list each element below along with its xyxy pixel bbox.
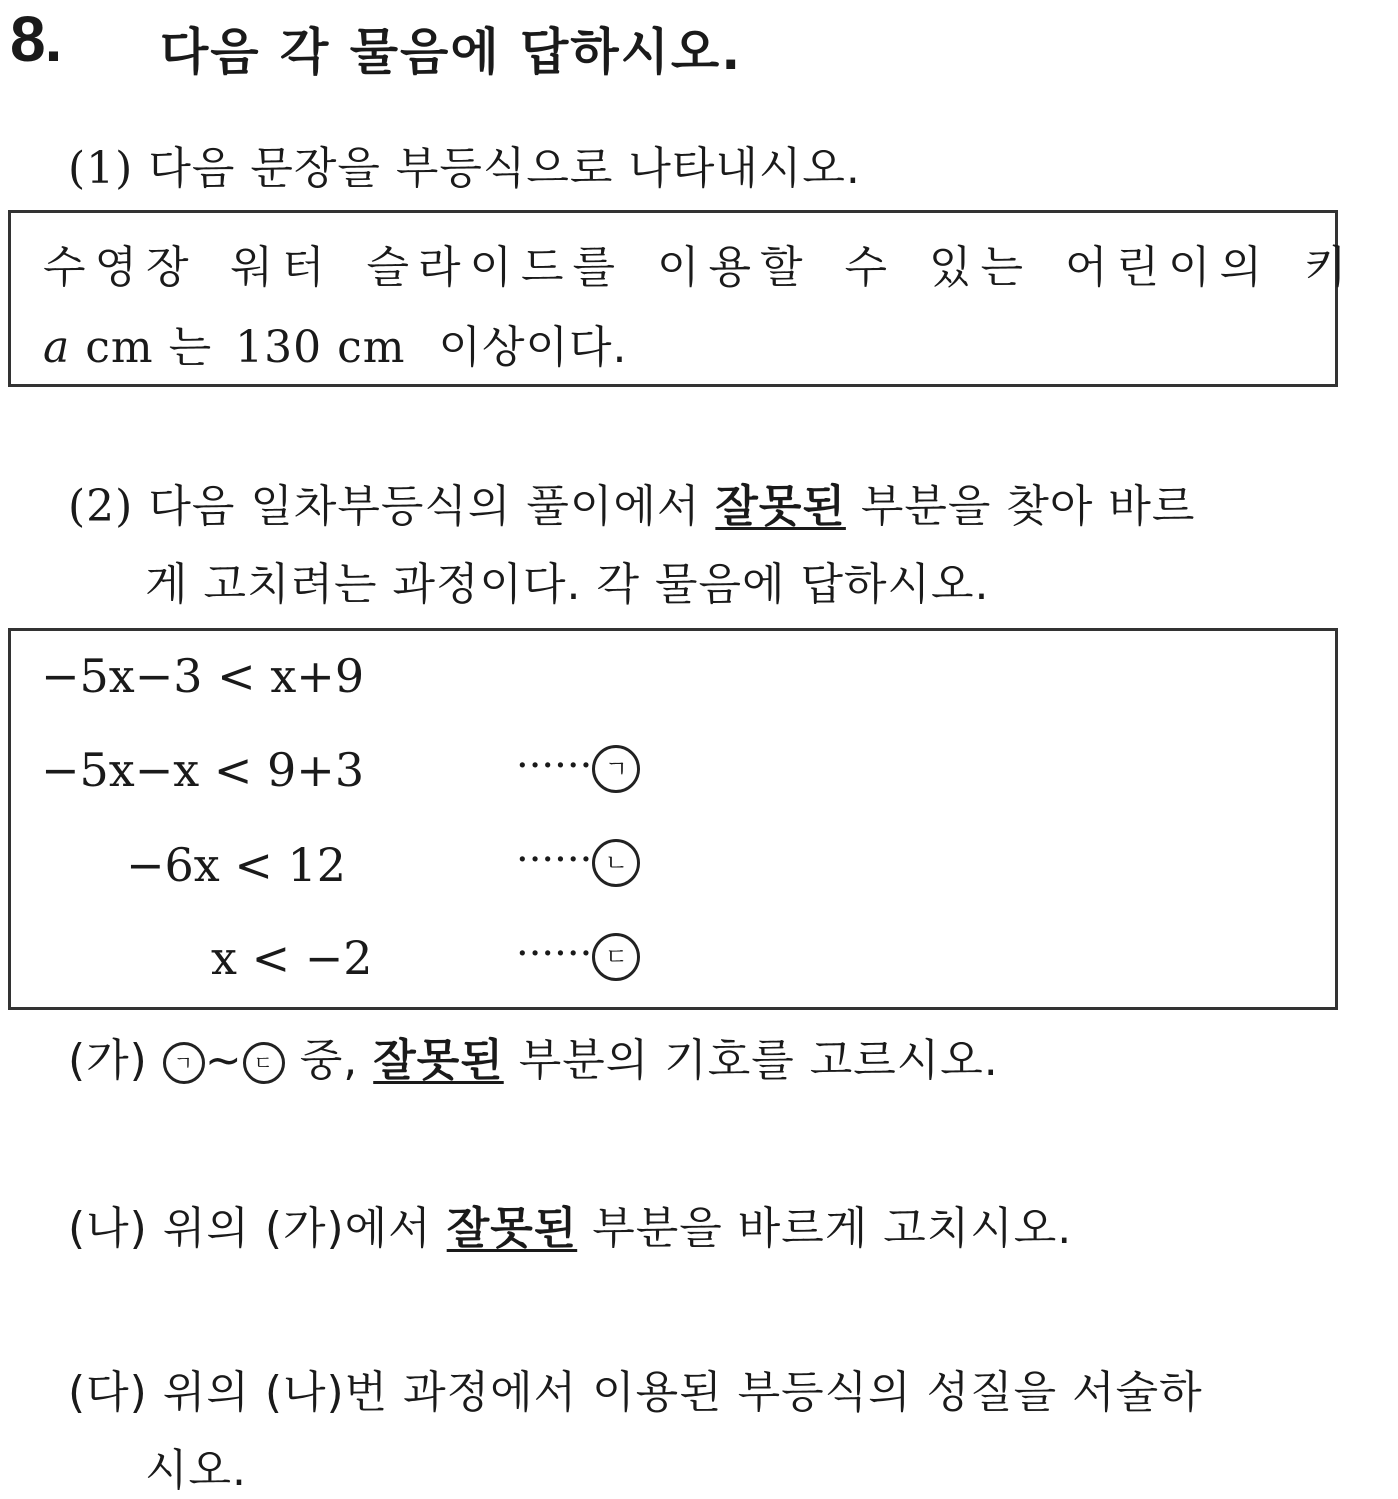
range-tilde: ~: [204, 1035, 243, 1086]
step-2-marker: [516, 837, 640, 887]
circled-giyeok-range-start-icon: ㄱ: [163, 1042, 205, 1084]
statement-particle: 는: [168, 322, 213, 373]
subquestion-a-label: (가): [68, 1035, 148, 1086]
height-value: 130: [235, 322, 323, 373]
subquestion-b-post: 부분을 바르게 고치시오.: [592, 1203, 1073, 1254]
subquestion-b: [68, 1192, 1072, 1256]
subquestion-b-label: (나): [68, 1203, 148, 1254]
height-unit: cm: [85, 322, 154, 373]
part2-label: (2): [68, 481, 134, 532]
circled-digeut-range-end-icon: ㄷ: [243, 1042, 285, 1084]
statement-line-2: [43, 311, 628, 375]
statement-line-1: 수영장 워터 슬라이드를 이용할 수 있는 어린이의 키: [43, 242, 1356, 293]
step-2-dots: ······: [516, 837, 593, 883]
subquestion-b-pre: 위의 (가)에서: [162, 1203, 432, 1254]
solution-step-2: −6x < 12: [126, 838, 347, 892]
step-1-marker: [516, 743, 640, 793]
subquestion-b-emph: 잘못된: [446, 1203, 578, 1254]
subquestion-c-line1: 위의 (나)번 과정에서 이용된 부등식의 성질을 서술하: [162, 1367, 1203, 1418]
part1-instruction-text: 다음 문장을 부등식으로 나타내시오.: [148, 143, 861, 194]
circled-nieun-icon: ㄴ: [592, 839, 640, 887]
step-1-dots: ······: [516, 743, 593, 789]
subquestion-c-line2: 시오.: [145, 1445, 247, 1496]
subquestion-a-emph: 잘못된: [373, 1035, 504, 1086]
statement-end: 이상이다.: [438, 322, 628, 373]
circled-giyeok-icon: ㄱ: [592, 745, 640, 793]
subquestion-a-pre: 중,: [299, 1035, 359, 1086]
part1-statement-box: [8, 210, 1356, 387]
value-unit: cm: [337, 322, 406, 373]
part2-instruction-post: 부분을 찾아 바르: [860, 481, 1196, 532]
question-number: 8.: [10, 3, 62, 75]
solution-step-3: x < −2: [211, 931, 373, 985]
step-3-dots: ······: [516, 931, 593, 977]
step-3-marker: [516, 931, 640, 981]
part2-instruction-line1: [68, 470, 1195, 534]
part2-instruction-emph: 잘못된: [715, 481, 846, 532]
solution-box: [8, 628, 1338, 1010]
solution-step-0: −5x−3 < x+9: [41, 649, 365, 703]
subquestion-a: [68, 1024, 999, 1088]
part1-instruction: [68, 132, 861, 196]
subquestion-c: [68, 1356, 1203, 1420]
subquestion-a-post: 부분의 기호를 고르시오.: [518, 1035, 999, 1086]
subquestion-c-label: (다): [68, 1367, 148, 1418]
part2-instruction-pre: 다음 일차부등식의 풀이에서: [148, 481, 701, 532]
part1-label: (1): [68, 143, 134, 194]
solution-step-1: −5x−x < 9+3: [41, 743, 365, 797]
part2-instruction-line2: 게 고치려는 과정이다. 각 물음에 답하시오.: [145, 559, 990, 610]
question-title: 다음 각 물음에 답하시오.: [160, 23, 743, 81]
circled-digeut-icon: ㄷ: [592, 933, 640, 981]
height-variable: a: [43, 322, 71, 373]
